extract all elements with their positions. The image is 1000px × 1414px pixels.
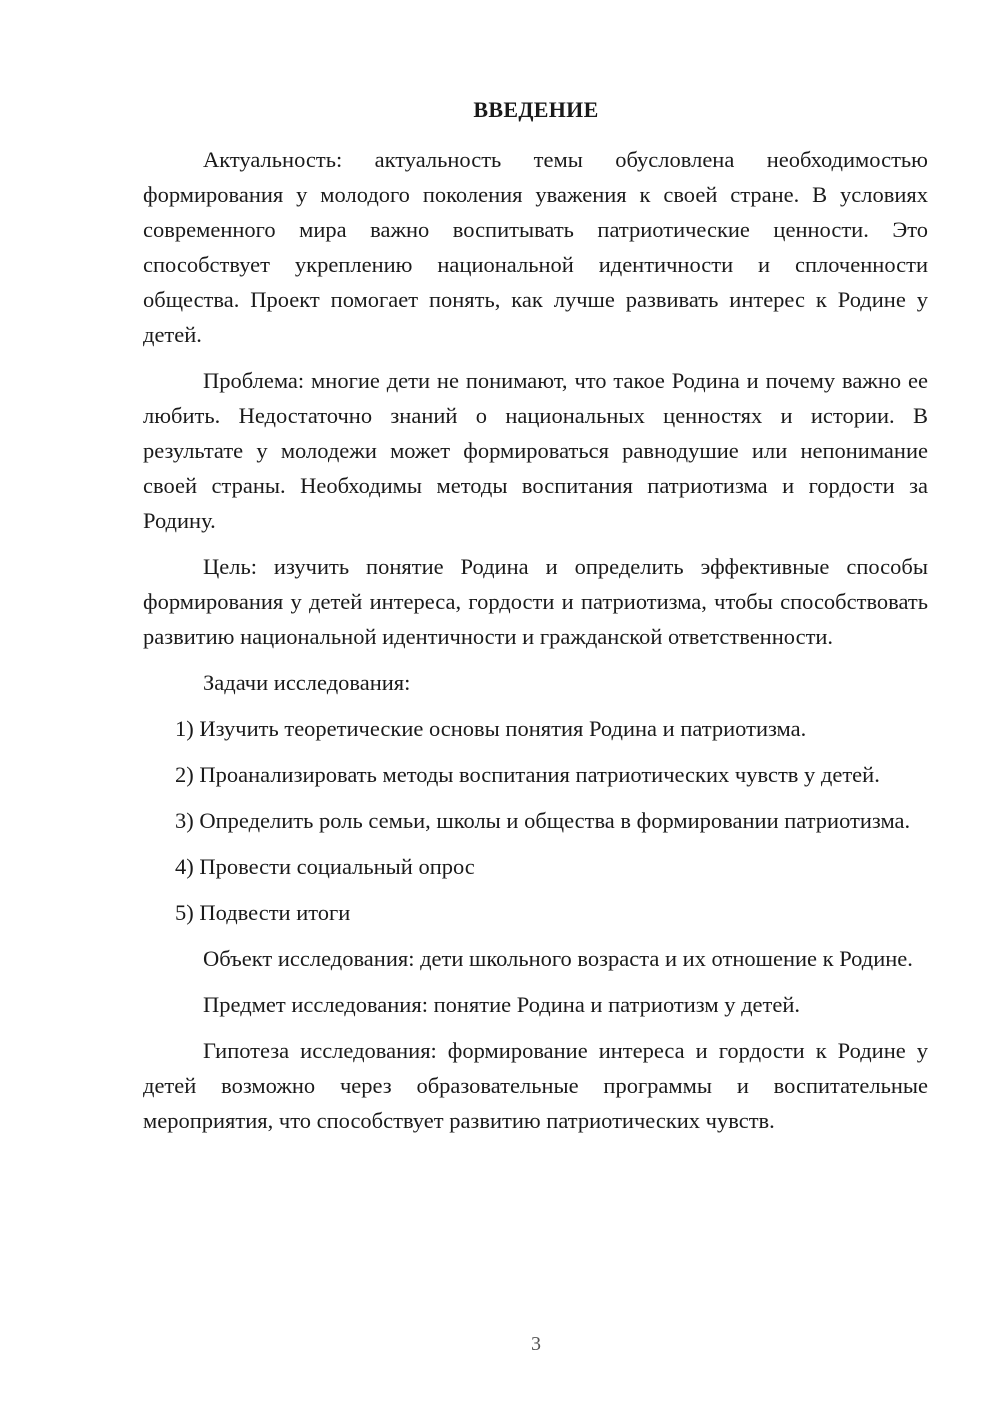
paragraph-goal: Цель: изучить понятие Родина и определить эффективные способы формирования у детей интереса, гордости и патриотизма, чтобы способствовать развитию национальной идентичности и гражданской ответственности.: [143, 554, 928, 649]
paragraph-problem: Проблема: многие дети не понимают, что такое Родина и почему важно ее любить. Недостаточно знаний о национальных ценностях и истории. В результате у молодежи может формироваться равнодушие или непонимание своей страны. Необходимы методы воспитания патриотизма и гордости за Родину.: [143, 368, 928, 533]
document-body: [143, 142, 928, 1149]
task-item-4: 4) Провести социальный опрос: [175, 854, 475, 879]
paragraph-object: Объект исследования: дети школьного возраста и их отношение к Родине.: [203, 946, 913, 971]
task-item-1: 1) Изучить теоретические основы понятия Родина и патриотизма.: [175, 716, 807, 741]
task-item-2: 2) Проанализировать методы воспитания патриотических чувств у детей.: [175, 762, 880, 787]
task-item-3: 3) Определить роль семьи, школы и общества в формировании патриотизма.: [175, 808, 911, 833]
paragraph-hypothesis: Гипотеза исследования: формирование интереса и гордости к Родине у детей возможно через образовательные программы и воспитательные мероприятия, что способствует развитию патриотических чувств.: [143, 1038, 928, 1133]
paragraph-tasks-heading: Задачи исследования:: [203, 670, 411, 695]
page-number: 3: [531, 1333, 541, 1355]
page-title: ВВЕДЕНИЕ: [473, 97, 599, 122]
task-item-5: 5) Подвести итоги: [175, 900, 351, 925]
paragraph-relevance: Актуальность: актуальность темы обусловлена необходимостью формирования у молодого поколения уважения к своей стране. В условиях современного мира важно воспитывать патриотические ценности. Это способствует укреплению национальной идентичности и сплоченности общества. Проект помогает понять, как лучше развивать интерес к Родине у детей.: [143, 147, 928, 347]
paragraph-subject: Предмет исследования: понятие Родина и патриотизм у детей.: [203, 992, 800, 1017]
